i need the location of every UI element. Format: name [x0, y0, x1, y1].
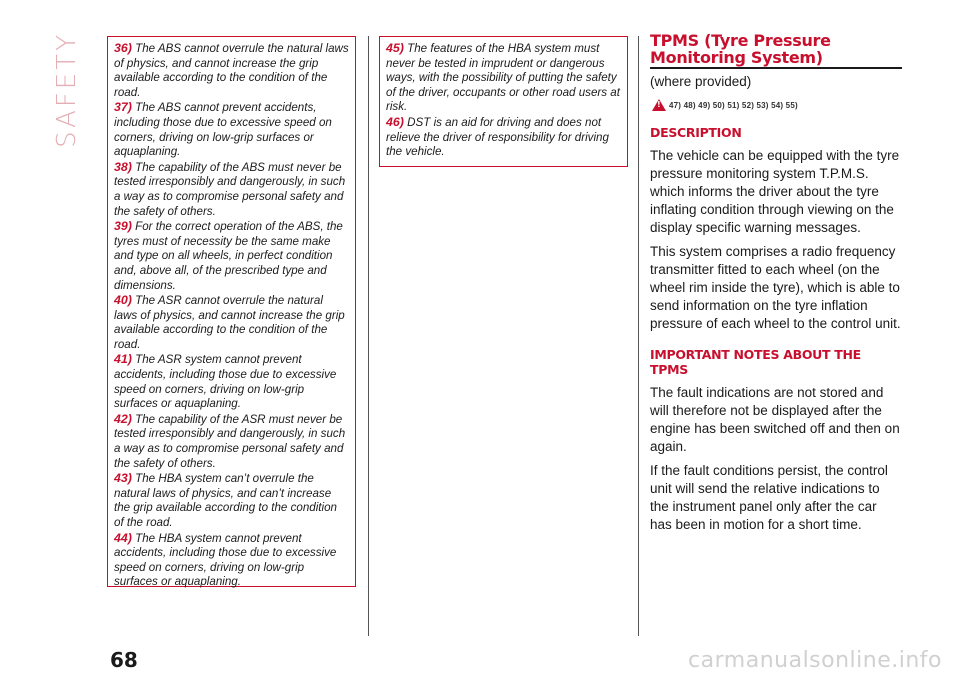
section-title — [650, 32, 902, 66]
note-text: The capability of the ASR must never be tested irresponsibly and dangerously, in such a way as to compromise personal safety and the safety of others. — [114, 412, 346, 470]
note-number: 37) — [114, 100, 132, 115]
note-text: The ABS cannot prevent accidents, including those due to excessive speed on corners, driving on low-grip surfaces or aquaplaning. — [114, 101, 332, 159]
warning-notes-box-left — [107, 36, 356, 587]
watermark: carmanualsonline.info — [688, 648, 942, 673]
note-number: 41) — [114, 352, 132, 367]
note-text: The ASR cannot overrule the natural laws of physics, and cannot increase the grip available according to the condition of the road. — [114, 294, 345, 351]
page-number: 68 — [110, 648, 138, 672]
description-heading: DESCRIPTION — [650, 125, 742, 140]
warning-note — [114, 100, 349, 159]
column-divider — [638, 36, 639, 636]
important-notes-heading: IMPORTANT NOTES ABOUT THE TPMS — [650, 347, 861, 377]
warning-note — [386, 115, 621, 160]
warning-note — [114, 531, 349, 590]
warning-note — [386, 41, 621, 115]
warning-references — [652, 99, 902, 111]
note-text: The HBA system can’t overrule the natural laws of physics, and can’t increase the grip available according to the condition of the road. — [114, 472, 338, 529]
note-number: 44) — [114, 530, 132, 545]
description-paragraph: The vehicle can be equipped with the tyre pressure monitoring system T.P.M.S. which informs the driver about the tyre inflating condition through viewing on the display specific warning messages. — [650, 148, 900, 235]
warning-note — [114, 352, 349, 411]
warning-note — [114, 412, 349, 471]
note-number: 38) — [114, 159, 132, 174]
warning-note — [114, 219, 349, 293]
warning-reference-numbers: 47) 48) 49) 50) 51) 52) 53) 54) 55) — [669, 100, 798, 110]
warning-note — [114, 293, 349, 352]
note-text: The features of the HBA system must never be tested in imprudent or dangerous ways, with the possibility of putting the safety of the driver, occupants or other road users at risk. — [386, 42, 620, 114]
warning-note — [114, 160, 349, 219]
notes-paragraph: The fault indications are not stored and will therefore not be displayed after the engine has been switched off and then on again. — [650, 385, 900, 454]
warning-note — [114, 471, 349, 530]
tpms-section — [650, 32, 902, 540]
column-divider — [368, 36, 369, 636]
note-text: The HBA system cannot prevent accidents, including those due to excessive speed on corners, driving on low-grip surfaces or aquaplaning. — [114, 531, 337, 589]
note-number: 36) — [114, 41, 132, 55]
note-text: For the correct operation of the ABS, the tyres must of necessity be the same make and type on all wheels, in perfect condition and, above all, of the prescribed type and dimensions. — [114, 220, 343, 292]
note-text: The capability of the ABS must never be tested irresponsibly and dangerously, in such a way as to compromise personal safety and the safety of others. — [114, 160, 346, 218]
note-number: 46) — [386, 114, 404, 129]
note-number: 43) — [114, 471, 132, 486]
section-side-tab: SAFETY — [52, 32, 82, 148]
where-provided-note: (where provided) — [650, 74, 752, 89]
note-number: 45) — [386, 41, 404, 55]
warning-notes-box-middle — [379, 36, 628, 167]
description-paragraph: This system comprises a radio frequency transmitter fitted to each wheel (on the wheel rim inside the tyre), which is able to send information on the tyre inflation pressure of each wheel to the control unit. — [650, 244, 901, 331]
section-title-line1: TPMS (Tyre Pressure — [650, 31, 831, 50]
note-text: The ABS cannot overrule the natural laws of physics, and cannot increase the grip available according to the condition of the road. — [114, 42, 349, 99]
warning-note — [114, 41, 349, 100]
section-title-line2: Monitoring System) — [650, 48, 823, 67]
note-number: 39) — [114, 219, 132, 234]
warning-triangle-icon — [652, 99, 666, 111]
note-number: 42) — [114, 411, 132, 426]
note-text: The ASR system cannot prevent accidents, including those due to excessive speed on corners, driving on low-grip surfaces or aquaplaning. — [114, 353, 337, 411]
title-underline — [650, 67, 902, 69]
note-text: DST is an aid for driving and does not relieve the driver of responsibility for driving the vehicle. — [386, 115, 609, 159]
notes-paragraph: If the fault conditions persist, the control unit will send the relative indications to the instrument panel only after the car has been in motion for a short time. — [650, 463, 888, 532]
note-number: 40) — [114, 293, 132, 308]
